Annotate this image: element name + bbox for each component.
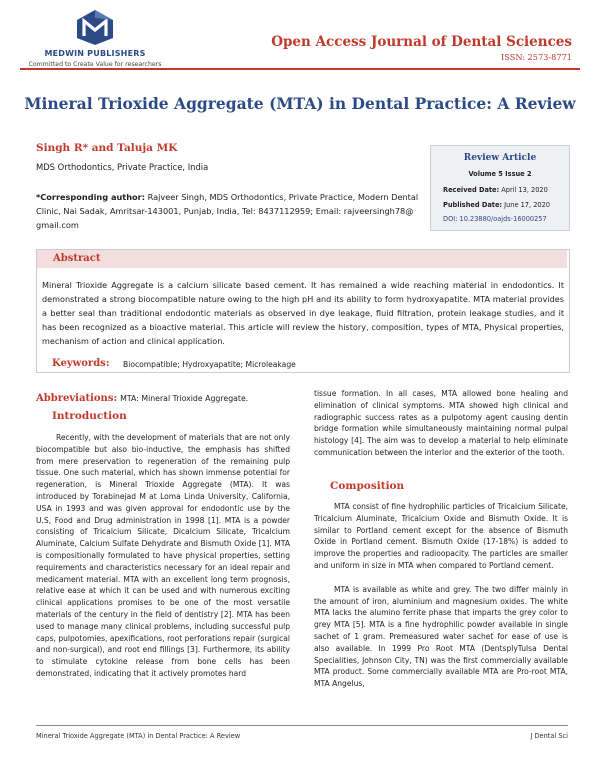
abbreviations-label: Abbreviations: xyxy=(36,393,118,404)
publisher-tagline: Committed to Create Value for researchers xyxy=(28,61,162,68)
footer-divider xyxy=(36,725,568,726)
abstract-header xyxy=(37,250,567,268)
footer-journal-abbrev: J Dental Sci xyxy=(530,732,568,740)
received-value: April 13, 2020 xyxy=(499,186,548,194)
medwin-logo-icon xyxy=(74,8,116,46)
abstract-text: Mineral Trioxide Aggregate is a calcium silicate based cement. It has remained a wide reaching material in endodontics. It demonstrated a strong biocompatible nature owing to the high pH and its ability to form hydroxyapatite. MTA material provides a better seal than traditional endodontic materials as observed in dye leakage, fluid filtration, protein leakage studies, and it has been recognized as a bioactive material. This article will review the history, composition, types of MTA, Physical properties, mechanism of action and clinical application. xyxy=(42,280,564,346)
abstract-heading: Abstract xyxy=(53,253,101,264)
introduction-body xyxy=(36,432,290,680)
keywords-value: Biocompatible; Hydroxyapatite; Microleakage xyxy=(123,360,296,369)
abbreviations-row xyxy=(36,386,248,405)
article-title: Mineral Trioxide Aggregate (MTA) in Dental Practice: A Review xyxy=(24,94,576,113)
article-type: Review Article xyxy=(463,153,537,163)
composition-paragraph-2: MTA is available as white and grey. The two differ mainly in the amount of iron, aluminium and magnesium oxides. The white MTA lacks the alumino ferrite phase that imparts the grey color to grey MTA [5]. MTA is a fine hydrophilic powder available in single sachet of 1 gram. Premeasured water sachet for ease of use is also available. In 1999 Pro Root MTA (DentsplyTulsa Dental Specialities, Johnson City, TN) was the first commercially available MTA product. Some commercially available MTA are Pro-root MTA, MTA Angelus, xyxy=(314,584,568,689)
keywords-label: Keywords: xyxy=(52,358,110,369)
volume-issue: Volume 5 Issue 2 xyxy=(468,170,532,178)
introduction-paragraph: Recently, with the development of materials that are not only biocompatible but also bio-inductive, the emphasis has shifted from mere preservation to regeneration of the remaining pulp tissue. One such material, which has shown immense potential for regeneration, is Mineral Trioxide Aggregate (MTA). It was introduced by Torabinejad M at Loma Linda University, California, USA in 1993 and was given approval for endodontic use by the U.S, Food and Drug administration in 1998 [1]. MTA is a powder consisting of Tricalcium Silicate, Dicalcium Silicate, Tricalcium Aluminate, Calcium Sulfate Dehydrate and Bismuth Oxide [1]. MTA is compositionally formulated to have physical properties, setting requirements and characteristics necessary for an ideal repair and medicament material. MTA with an excellent long term prognosis, relative ease at which it can be used and with numerous exciting clinical applications promises to be one of the most versatile materials of the century in the field of dentistry [2]. MTA has been used to manage many clinical problems, including successful pulp caps, pulpotomies, apexifications, root perforations repair (surgical and non-surgical), and root end fillings [3]. Furthermore, its ability to stimulate cytokine release from bone cells has been demonstrated, indicating that it actively promotes hard xyxy=(36,433,290,678)
corr-text[interactable]: Rajveer Singh, MDS Orthodontics, Private Practice, Modern Dental Clinic, Nai Sadak, Amritsar-143001, Punjab, India, Tel: 8437112959; Email: rajveersingh78@ gmail.com xyxy=(36,192,419,230)
journal-title[interactable]: Open Access Journal of Dental Sciences xyxy=(271,34,572,50)
abbreviations-value: MTA: Mineral Trioxide Aggregate. xyxy=(120,394,249,403)
published-label: Published Date: xyxy=(443,201,503,209)
review-info-box xyxy=(430,145,570,231)
continued-paragraph: tissue formation. In all cases, MTA allowed bone healing and elimination of clinical symptoms. MTA showed high clinical and radiographic success rates as a pulpotomy agent causing dentin bridge formation while simultaneously maintaining normal pulpal histology [4]. The aim was to develop a material to help eliminate communication between the interior and the exterior of the tooth. xyxy=(314,389,568,457)
header-divider xyxy=(20,68,580,70)
journal-issn: ISSN: 2573-8771 xyxy=(501,52,572,62)
article-authors: Singh R* and Taluja MK xyxy=(36,142,178,154)
published-value: June 17, 2020 xyxy=(502,201,550,209)
keywords-row xyxy=(36,358,568,374)
doi-link[interactable]: DOI: 10.23880/oajds-16000257 xyxy=(443,215,547,223)
corresponding-author xyxy=(36,190,424,232)
composition-heading: Composition xyxy=(330,480,405,492)
publisher-logo xyxy=(20,8,170,68)
introduction-heading: Introduction xyxy=(52,410,127,422)
composition-paragraph-1: MTA consist of fine hydrophilic particles of Tricalcium Silicate, Tricalcium Aluminate, Tricalcium Oxide and Bismuth Oxide. It is similar to Portland cement except for the absence of Bismuth Oxide in Portland cement. Bismuth Oxide (17-18%) is added to improve the properties and radioopacity. The particles are smaller and uniform in size in MTA when compared to Portland cement. xyxy=(314,502,568,570)
composition-body xyxy=(314,501,568,690)
author-affiliation: MDS Orthodontics, Private Practice, India xyxy=(36,162,209,172)
published-date xyxy=(443,201,550,209)
footer-running-title: Mineral Trioxide Aggregate (MTA) in Dental Practice: A Review xyxy=(36,732,241,740)
right-column-continued xyxy=(314,388,568,459)
received-label: Received Date: xyxy=(443,186,500,194)
publisher-name: MEDWIN PUBLISHERS xyxy=(44,49,146,58)
corr-label: *Corresponding author: xyxy=(36,192,145,202)
received-date xyxy=(443,186,548,194)
